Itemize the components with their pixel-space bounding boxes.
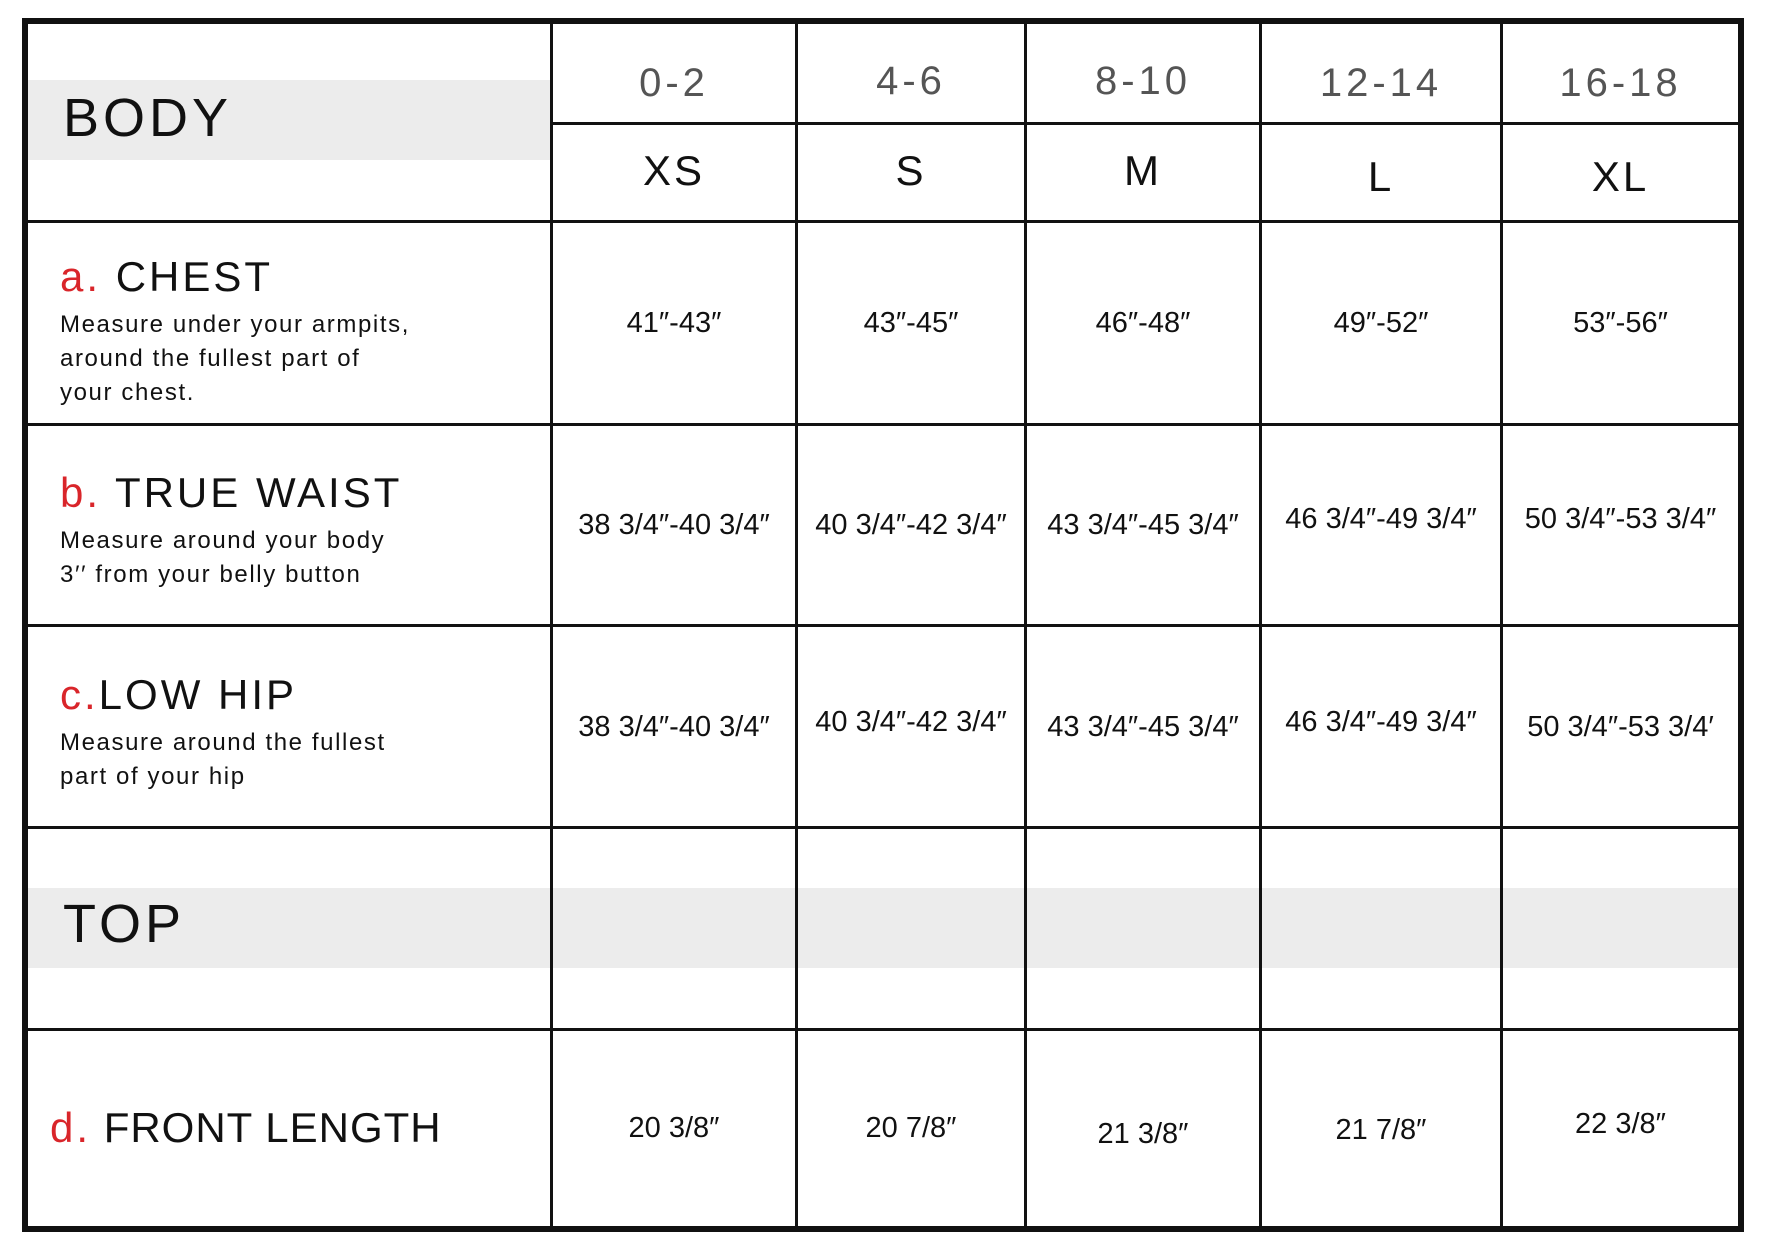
measurement-cell: 46 3/4″-49 3/4″ <box>1285 705 1477 738</box>
row-header-front-length <box>50 1104 442 1151</box>
row-title-text: CHEST <box>101 253 274 300</box>
measurement-cell: 20 3/8″ <box>628 1112 720 1144</box>
measurement-cell: 43 3/4″-45 3/4″ <box>1047 710 1239 743</box>
size-label-header: M <box>1124 147 1162 194</box>
size-label-header: S <box>895 147 927 194</box>
description-line: Measure around the fullest <box>60 729 386 756</box>
top-section-band <box>28 888 1738 968</box>
row-description <box>60 726 386 794</box>
grid-line <box>552 122 1738 125</box>
measurement-cell: 41″-43″ <box>626 306 722 339</box>
row-description <box>60 308 410 410</box>
age-range-header: 8-10 <box>1094 58 1192 103</box>
grid-line <box>28 826 1738 829</box>
age-range-header: 4-6 <box>876 58 946 103</box>
measurement-cell: 49″-52″ <box>1333 306 1429 339</box>
measurement-cell: 40 3/4″-42 3/4″ <box>815 508 1007 541</box>
row-title-text: LOW HIP <box>98 671 298 718</box>
measurement-cell: 50 3/4″-53 3/4″ <box>1524 502 1717 535</box>
description-line: 3′′ from your belly button <box>60 561 362 588</box>
row-title <box>50 1104 442 1151</box>
measurement-cell: 21 7/8″ <box>1335 1114 1427 1146</box>
size-label-header: L <box>1367 153 1395 200</box>
measurement-cell: 21 3/8″ <box>1097 1118 1189 1150</box>
row-header-chest <box>60 253 410 410</box>
description-line: Measure around your body <box>60 527 386 554</box>
measurement-cell: 46″-48″ <box>1095 306 1191 339</box>
age-range-header: 16-18 <box>1559 60 1682 105</box>
measurement-cell: 46 3/4″-49 3/4″ <box>1285 502 1477 535</box>
measurement-cell: 22 3/8″ <box>1575 1108 1666 1140</box>
section-title-body: BODY <box>63 88 233 148</box>
size-label-header: XS <box>642 147 706 194</box>
description-line: part of your hip <box>60 763 246 790</box>
description-line: your chest. <box>60 379 195 406</box>
row-title <box>60 671 386 718</box>
age-range-header: 0-2 <box>639 60 709 105</box>
row-title-text: FRONT LENGTH <box>91 1104 442 1151</box>
section-title-top: TOP <box>63 894 186 954</box>
measurement-cell: 38 3/4″-40 3/4″ <box>578 710 770 743</box>
measurement-cell: 43″-45″ <box>863 306 959 339</box>
row-letter: d. <box>50 1104 92 1151</box>
measurement-cell: 20 7/8″ <box>865 1112 957 1144</box>
measurement-cell: 50 3/4″-53 3/4′ <box>1527 710 1714 743</box>
row-header-true-waist <box>60 469 403 592</box>
size-label-header: XL <box>1591 153 1650 200</box>
row-title <box>60 469 403 516</box>
row-title-text: TRUE WAIST <box>101 469 403 516</box>
row-letter: a. <box>60 253 102 300</box>
row-letter: b. <box>60 469 102 516</box>
row-header-low-hip <box>60 671 386 794</box>
measurement-cell: 53″-56″ <box>1573 306 1668 339</box>
measurement-cell: 38 3/4″-40 3/4″ <box>578 508 770 541</box>
measurement-cell: 43 3/4″-45 3/4″ <box>1047 508 1239 541</box>
row-description <box>60 524 402 592</box>
measurement-cell: 40 3/4″-42 3/4″ <box>815 705 1007 738</box>
description-line: Measure under your armpits, <box>60 311 410 338</box>
row-letter: c. <box>60 671 99 718</box>
age-range-header: 12-14 <box>1319 60 1443 105</box>
row-title <box>60 253 410 300</box>
description-line: around the fullest part of <box>60 345 361 372</box>
